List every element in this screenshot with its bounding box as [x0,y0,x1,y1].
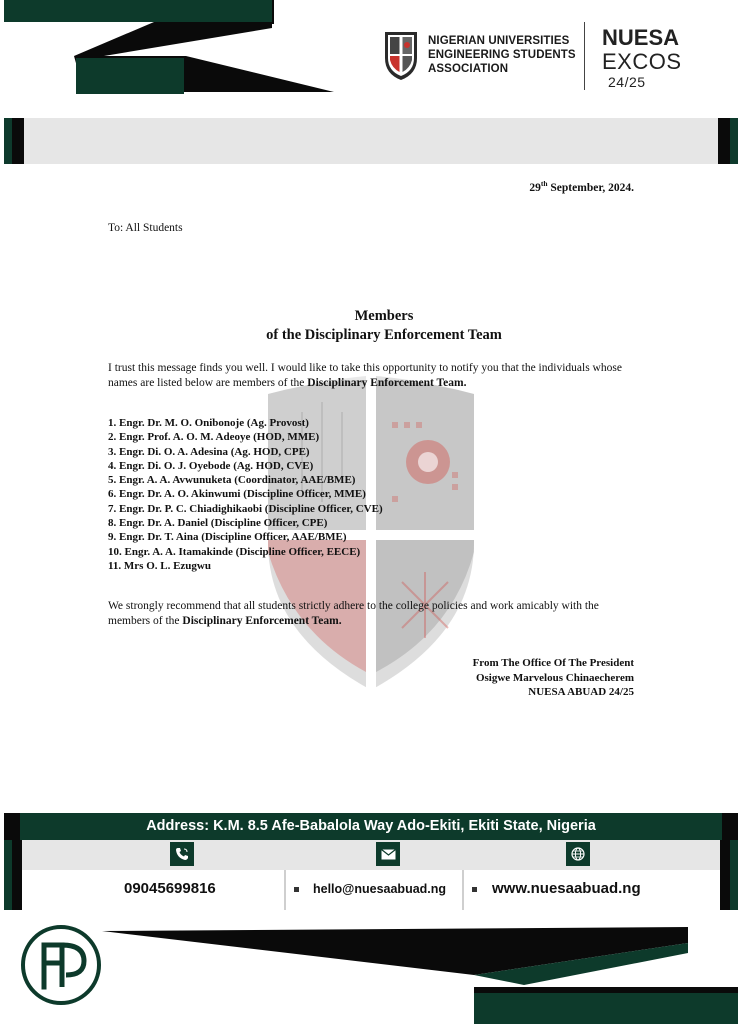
recipient-line: To: All Students [108,222,183,234]
association-line-1: NIGERIAN UNIVERSITIES [428,35,570,47]
excos-line-2: EXCOS [602,49,682,74]
letter-date [529,179,634,194]
contact-strip-right-edge [720,840,738,910]
nuesa-logo [382,28,576,82]
list-item: 7. Engr. Dr. P. C. Chiadighikaobi (Discipline Officer, CVE) [108,502,383,515]
letter-title-line-2: of the Disciplinary Enforcement Team [266,327,502,343]
phone-icon [170,842,194,866]
bullet-dot [294,887,299,892]
contact-strip [4,840,738,910]
signature-line-2: Osigwe Marvelous Chinaecherem [475,671,634,684]
closing-text: We strongly recommend that all students strictly adhere to the college policies and work amicably with the members of the [108,600,599,627]
header-band-left-edge [4,118,24,164]
contact-separator [462,870,464,910]
signature-line-1: From The Office Of The President [472,657,634,669]
list-item: 3. Engr. Di. O. A. Adesina (Ag. HOD, CPE) [108,445,310,458]
contact-separator [284,870,286,910]
phone-number[interactable]: 09045699816 [124,880,216,897]
association-line-2: ENGINEERING STUDENTS [428,49,576,61]
signature-block [473,656,634,700]
excos-badge [602,26,682,90]
excos-line-1: NUESA [602,25,680,50]
contact-icon-band [22,840,720,870]
intro-text: I trust this message finds you well. I would like to take this opportunity to notify you that the individuals whose names are listed below are members of the [108,362,622,389]
fp-logo-icon [23,927,99,1003]
excos-line-3: 24/25 [608,74,646,90]
list-item: 6. Engr. Dr. A. O. Akinwumi (Discipline Officer, MME) [108,488,366,501]
address-text: Address: K.M. 8.5 Afe-Babalola Way Ado-Ekiti, Ekiti State, Nigeria [146,818,596,834]
date-day: 29 [529,181,541,194]
footer-decoration [4,915,738,1024]
association-line-3: ASSOCIATION [428,63,509,75]
list-item: 9. Engr. Dr. T. Aina (Discipline Officer, AAE/BME) [108,531,347,544]
globe-icon [566,842,590,866]
closing-bold: Disciplinary Enforcement Team. [182,614,342,627]
header-band-right-edge [718,118,738,164]
header-decoration [4,0,334,120]
email-link[interactable]: hello@nuesaabuad.ng [313,882,447,896]
list-item: 10. Engr. A. A. Itamakinde (Discipline Officer, EECE) [108,545,361,558]
date-suffix: th [540,179,548,188]
header-band [4,118,738,164]
address-bar-left-edge [4,813,20,840]
list-item: 1. Engr. Dr. M. O. Onibonoje (Ag. Provost) [108,417,309,429]
intro-bold: Disciplinary Enforcement Team. [307,376,467,389]
website-link[interactable]: www.nuesaabuad.ng [492,880,641,897]
list-item: 5. Engr. A. A. Avwunuketa (Coordinator, AAE/BME) [108,474,356,487]
signature-line-3: NUESA ABUAD 24/25 [528,686,634,698]
bullet-dot [472,887,477,892]
letter-title-line-1: Members [354,308,414,324]
address-bar [4,813,738,840]
mail-icon [376,842,400,866]
date-rest: September, 2024. [547,181,634,194]
closing-paragraph [108,599,638,628]
nuesa-shield-icon [382,28,420,82]
address-bar-right-edge [722,813,738,840]
contact-strip-left-edge [4,840,22,910]
list-item: 8. Engr. Dr. A. Daniel (Discipline Officer, CPE) [108,517,328,530]
header-divider [584,22,585,90]
list-item: 2. Engr. Prof. A. O. M. Adeoye (HOD, MME) [108,431,320,444]
list-item: 11. Mrs O. L. Ezugwu [108,559,211,572]
member-list [108,416,383,573]
letter-page [4,0,738,1024]
intro-paragraph [108,361,638,390]
list-item: 4. Engr. Di. O. J. Oyebode (Ag. HOD, CVE) [108,459,314,472]
